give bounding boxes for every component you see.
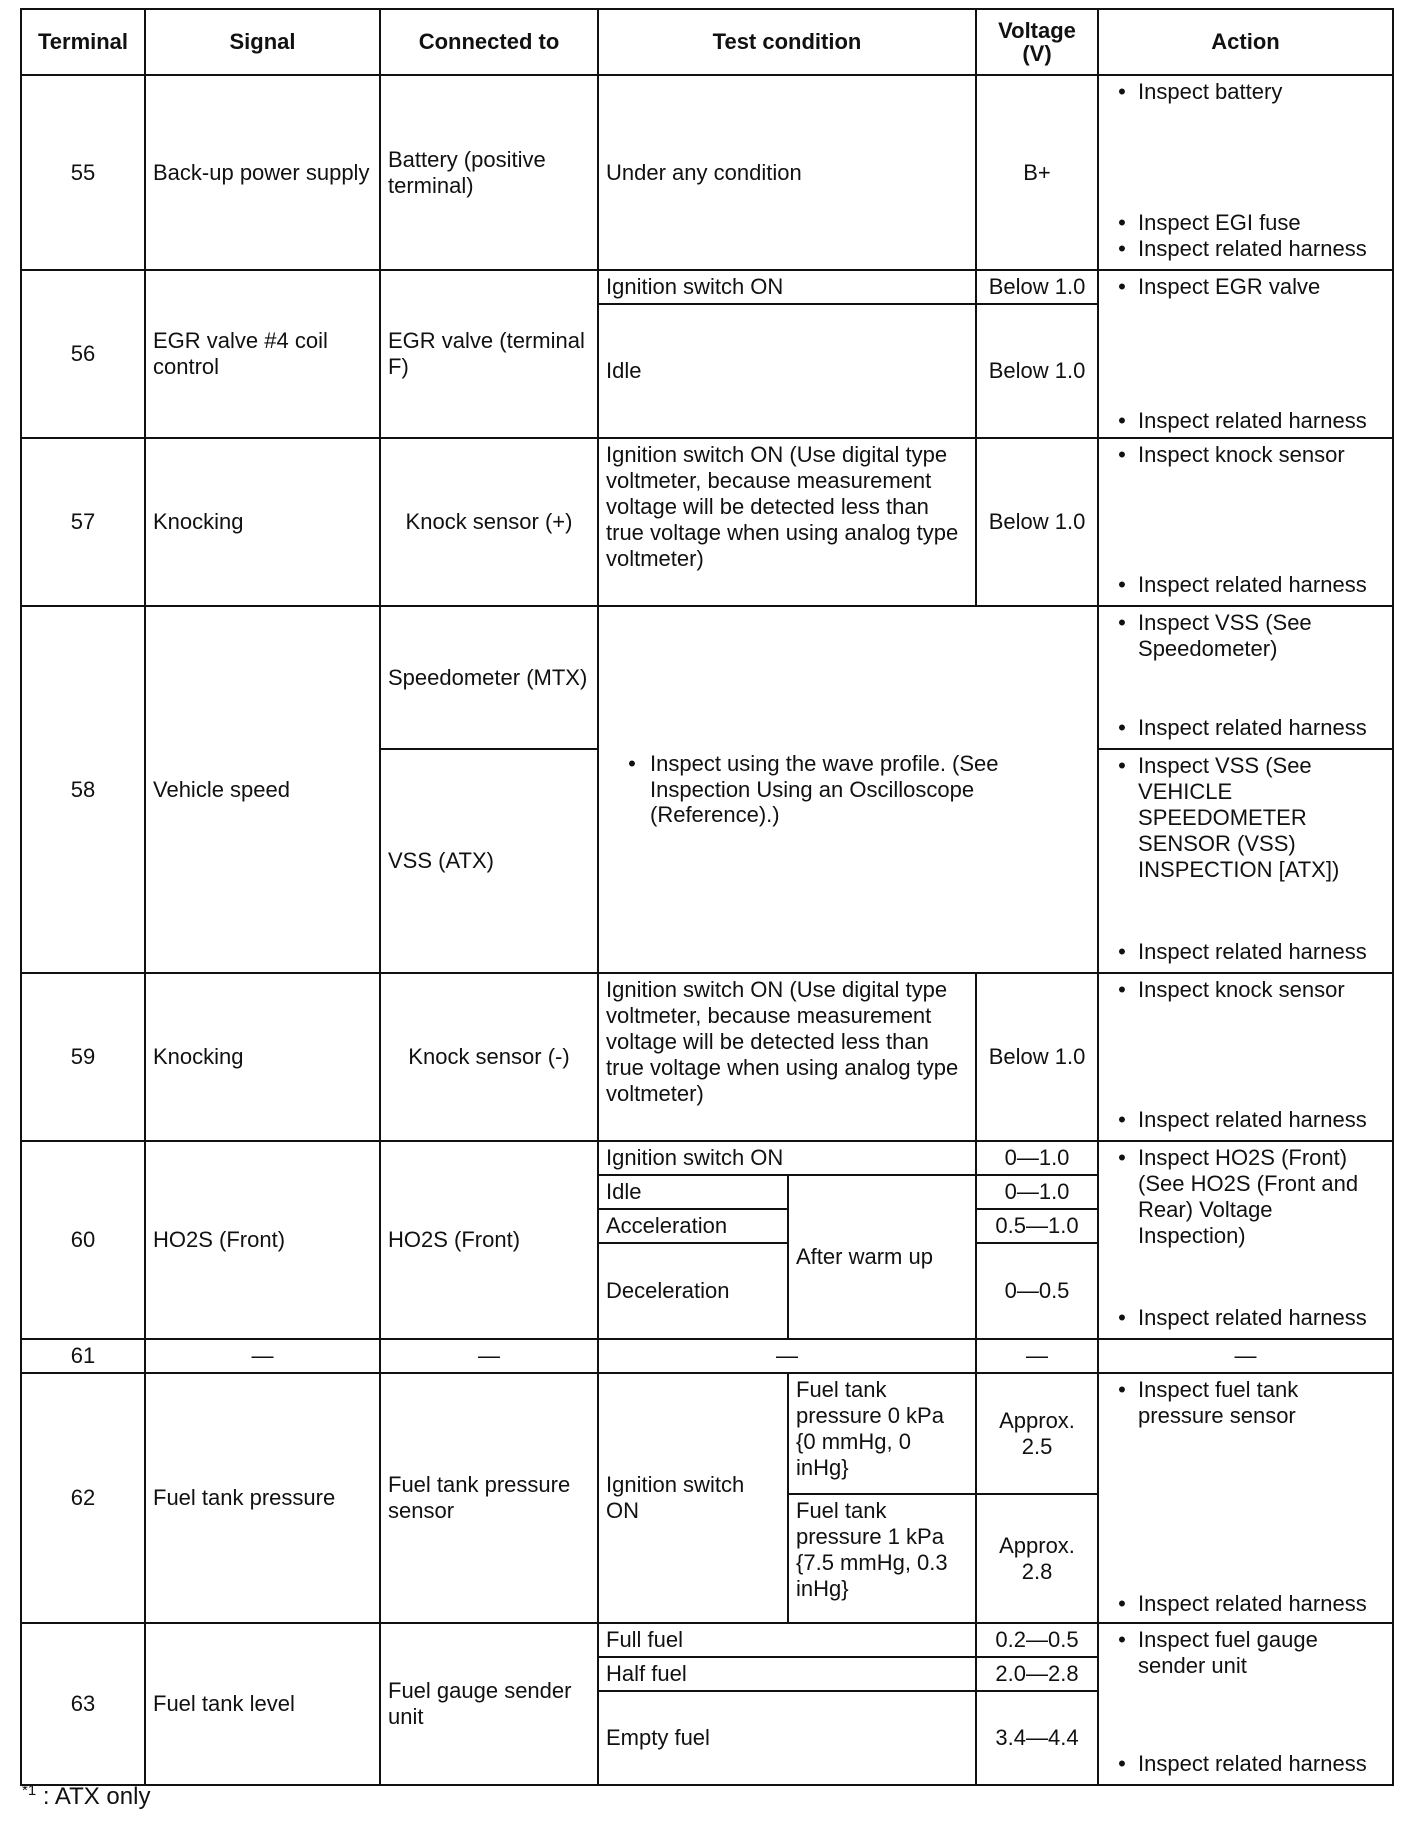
signal-cell: — xyxy=(145,1339,380,1373)
condition-cell: Empty fuel xyxy=(598,1691,976,1785)
header-voltage: Voltage (V) xyxy=(976,9,1098,75)
footnote-text: : ATX only xyxy=(42,1783,151,1810)
condition-cell: Ignition switch ON xyxy=(598,1141,976,1175)
signal-cell: Fuel tank level xyxy=(145,1623,380,1785)
action-item: • Inspect related harness xyxy=(1118,236,1367,262)
action-item: • Inspect related harness xyxy=(1118,408,1367,434)
action-cell xyxy=(1098,606,1393,749)
header-test-condition: Test condition xyxy=(598,9,976,75)
header-action: Action xyxy=(1098,9,1393,75)
action-item: • Inspect HO2S (Front) (See HO2S (Front and Rear) Voltage Inspection) xyxy=(1118,1145,1359,1248)
connected-cell: Speedometer (MTX) xyxy=(380,606,598,749)
table-row xyxy=(21,438,1393,606)
condition-cell: Ignition switch ON xyxy=(598,1373,788,1623)
terminal-cell: 60 xyxy=(21,1141,145,1339)
condition-cell: Full fuel xyxy=(598,1623,976,1657)
voltage-cell: Approx. 2.5 xyxy=(976,1373,1098,1494)
action-item: • Inspect fuel gauge sender unit xyxy=(1118,1627,1318,1678)
signal-cell: Knocking xyxy=(145,973,380,1141)
voltage-cell: Below 1.0 xyxy=(976,304,1098,438)
voltage-cell: B+ xyxy=(976,75,1098,270)
action-cell xyxy=(1098,749,1393,973)
table-row xyxy=(21,1623,1393,1657)
condition-cell: Ignition switch ON (Use digital type voltmeter, because measurement voltage will be detected less than true voltage when using analog type voltmeter) xyxy=(598,973,976,1141)
footnote xyxy=(22,1782,150,1811)
condition-cell: Ignition switch ON (Use digital type voltmeter, because measurement voltage will be detected less than true voltage when using analog type voltmeter) xyxy=(598,438,976,606)
signal-cell: HO2S (Front) xyxy=(145,1141,380,1339)
terminal-cell: 56 xyxy=(21,270,145,438)
table-row xyxy=(21,270,1393,304)
table-row xyxy=(21,1373,1393,1494)
action-item: • Inspect EGI fuse xyxy=(1118,210,1301,236)
table-row xyxy=(21,973,1393,1141)
action-cell xyxy=(1098,438,1393,606)
voltage-cell: — xyxy=(976,1339,1098,1373)
voltage-cell: Below 1.0 xyxy=(976,270,1098,304)
condition-cell: Fuel tank pressure 1 kPa {7.5 mmHg, 0.3 inHg} xyxy=(788,1494,976,1623)
condition-cell: Acceleration xyxy=(598,1209,788,1243)
signal-cell: Vehicle speed xyxy=(145,606,380,973)
signal-cell: EGR valve #4 coil control xyxy=(145,270,380,438)
action-cell: — xyxy=(1098,1339,1393,1373)
voltage-cell: Below 1.0 xyxy=(976,973,1098,1141)
voltage-cell: 0—1.0 xyxy=(976,1175,1098,1209)
action-cell xyxy=(1098,973,1393,1141)
condition-cell: • Inspect using the wave profile. (See Inspection Using an Oscilloscope (Reference).) xyxy=(598,606,1098,973)
action-item: • Inspect related harness xyxy=(1118,1751,1367,1777)
footnote-marker: *1 xyxy=(22,1782,37,1799)
action-item: • Inspect related harness xyxy=(1118,715,1367,741)
action-item: • Inspect related harness xyxy=(1118,939,1367,965)
voltage-cell: 0.2—0.5 xyxy=(976,1623,1098,1657)
voltage-cell: 2.0—2.8 xyxy=(976,1657,1098,1691)
connected-cell: Fuel tank pressure sensor xyxy=(380,1373,598,1623)
action-item: • Inspect VSS (See Speedometer) xyxy=(1118,610,1312,661)
action-cell xyxy=(1098,1623,1393,1785)
condition-cell: Under any condition xyxy=(598,75,976,270)
terminal-cell: 57 xyxy=(21,438,145,606)
terminal-cell: 63 xyxy=(21,1623,145,1785)
header-row xyxy=(21,9,1393,75)
voltage-cell: Approx. 2.8 xyxy=(976,1494,1098,1623)
header-signal: Signal xyxy=(145,9,380,75)
action-item: • Inspect EGR valve xyxy=(1118,274,1321,299)
terminal-voltage-table xyxy=(20,8,1394,1786)
condition-cell: Half fuel xyxy=(598,1657,976,1691)
connected-cell: VSS (ATX) xyxy=(380,749,598,973)
terminal-voltage-table-sheet xyxy=(20,8,1392,1786)
condition-cell: After warm up xyxy=(788,1175,976,1339)
action-item: • Inspect battery xyxy=(1118,79,1283,104)
condition-cell: Ignition switch ON xyxy=(598,270,976,304)
condition-cell: Idle xyxy=(598,1175,788,1209)
action-item: • Inspect related harness xyxy=(1118,1305,1367,1331)
table-row xyxy=(21,606,1393,749)
signal-cell: Fuel tank pressure xyxy=(145,1373,380,1623)
action-item: • Inspect related harness xyxy=(1118,572,1367,598)
header-connected-to: Connected to xyxy=(380,9,598,75)
voltage-cell: 0—0.5 xyxy=(976,1243,1098,1339)
action-item: • Inspect knock sensor xyxy=(1118,977,1345,1002)
voltage-cell: 0—1.0 xyxy=(976,1141,1098,1175)
terminal-cell: 59 xyxy=(21,973,145,1141)
condition-cell: Idle xyxy=(598,304,976,438)
action-item: • Inspect knock sensor xyxy=(1118,442,1345,467)
table-row xyxy=(21,1339,1393,1373)
voltage-cell: 0.5—1.0 xyxy=(976,1209,1098,1243)
terminal-cell: 61 xyxy=(21,1339,145,1373)
action-cell xyxy=(1098,1373,1393,1623)
connected-cell: HO2S (Front) xyxy=(380,1141,598,1339)
terminal-cell: 62 xyxy=(21,1373,145,1623)
terminal-cell: 55 xyxy=(21,75,145,270)
terminal-cell: 58 xyxy=(21,606,145,973)
action-item: • Inspect VSS (See VEHICLE SPEEDOMETER SENSOR (VSS) INSPECTION [ATX]) xyxy=(1118,753,1340,882)
voltage-cell: Below 1.0 xyxy=(976,438,1098,606)
connected-cell: Fuel gauge sender unit xyxy=(380,1623,598,1785)
connected-cell: Knock sensor (-) xyxy=(380,973,598,1141)
connected-cell: EGR valve (terminal F) xyxy=(380,270,598,438)
condition-cell: Deceleration xyxy=(598,1243,788,1339)
connected-cell: Battery (positive terminal) xyxy=(380,75,598,270)
signal-cell: Knocking xyxy=(145,438,380,606)
action-item: • Inspect fuel tank pressure sensor xyxy=(1118,1377,1299,1428)
table-row xyxy=(21,1141,1393,1175)
condition-cell: Fuel tank pressure 0 kPa {0 mmHg, 0 inHg} xyxy=(788,1373,976,1494)
action-cell xyxy=(1098,1141,1393,1339)
action-cell xyxy=(1098,270,1393,438)
action-item: • Inspect related harness xyxy=(1118,1107,1367,1133)
condition-cell: — xyxy=(598,1339,976,1373)
connected-cell: — xyxy=(380,1339,598,1373)
connected-cell: Knock sensor (+) xyxy=(380,438,598,606)
table-row xyxy=(21,75,1393,270)
voltage-cell: 3.4—4.4 xyxy=(976,1691,1098,1785)
signal-cell: Back-up power supply xyxy=(145,75,380,270)
action-cell xyxy=(1098,75,1393,270)
action-item: • Inspect related harness xyxy=(1118,1591,1367,1617)
header-terminal: Terminal xyxy=(21,9,145,75)
